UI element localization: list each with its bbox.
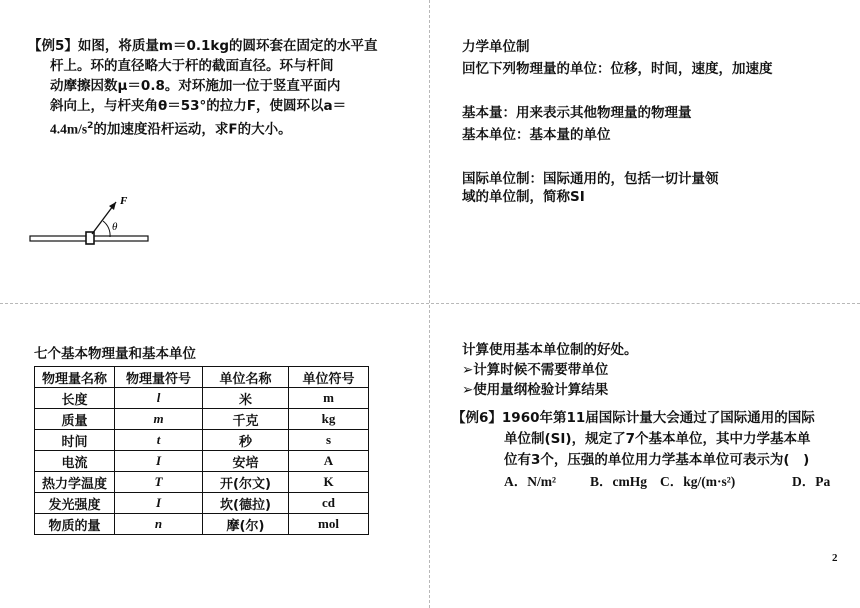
quantity-name: 时间 [35,430,115,451]
quantity-symbol: I [115,493,203,514]
force-label: F [120,195,128,207]
unit-symbol: K [289,472,369,493]
unit-name: 坎(德拉) [203,493,289,514]
header-quantity-name: 物理量名称 [35,367,115,388]
quantity-name: 质量 [35,409,115,430]
ring-rod-figure [28,192,168,262]
mechanics-units-text [462,36,852,208]
base-units-table [34,366,369,535]
quantity-name: 物质的量 [35,514,115,535]
example5-tag: 【例5】 [28,38,78,54]
option-d: D．Pa [792,474,831,489]
example5-line2: 杆上。环的直径略大于杆的截面直径。环与杆间 [50,58,334,74]
example5-text [28,36,414,140]
quantity-name: 热力学温度 [35,472,115,493]
header-unit-symbol: 单位符号 [289,367,369,388]
example5-line5 [28,116,414,140]
option-b: B．cmHg [590,474,647,489]
quantity-symbol: T [115,472,203,493]
si-line2: 域的单位制，简称SI [462,189,585,205]
quantity-symbol: I [115,451,203,472]
table-row [35,451,369,472]
unit-name: 开(尔文) [203,472,289,493]
angle-label: θ [112,221,118,233]
unit-symbol: cd [289,493,369,514]
quantity-symbol: l [115,388,203,409]
benefit-item: ➢使用量纲检验计算结果 [462,382,609,398]
page-number: 2 [832,552,838,564]
example5-line3: 动摩擦因数μ＝0.8。对环施加一位于竖直平面内 [50,78,341,94]
option-c: C．kg/(m·s²) [660,474,736,489]
mechanics-units-title: 力学单位制 [462,39,530,55]
slide-base-units-table [0,304,429,608]
table-row [35,430,369,451]
unit-name: 米 [203,388,289,409]
benefit-item: ➢计算时候不需要带单位 [462,362,609,378]
quantity-name: 长度 [35,388,115,409]
base-unit-line: 基本单位：基本量的单位 [462,127,611,143]
example6-text [452,408,852,492]
example5-line1: 如图，将质量m＝0.1kg的圆环套在固定的水平直 [77,38,378,54]
slide-mechanics-units [430,0,860,303]
table-row [35,472,369,493]
table-title: 七个基本物理量和基本单位 [34,346,196,362]
header-unit-name: 单位名称 [203,367,289,388]
quantity-symbol: n [115,514,203,535]
unit-name: 安培 [203,451,289,472]
si-line1: 国际单位制：国际通用的，包括一切计量领 [462,171,719,187]
angle-arc [103,221,110,237]
quantity-name: 发光强度 [35,493,115,514]
table-row [35,409,369,430]
unit-symbol: kg [289,409,369,430]
unit-symbol: A [289,451,369,472]
unit-symbol: s [289,430,369,451]
example5-line5-rest: 的加速度沿杆运动，求F的大小。 [93,121,292,138]
table-row [35,493,369,514]
unit-symbol: mol [289,514,369,535]
table-header-row [35,367,369,388]
force-arrowhead [109,202,116,210]
example6-line3: 位有3个，压强的单位用力学基本单位可表示为( ) [504,452,810,468]
unit-symbol: m [289,388,369,409]
table-row [35,388,369,409]
acceleration-exponent: 2 [87,121,94,131]
unit-name: 秒 [203,430,289,451]
option-a: A．N/m² [504,474,557,489]
answer-options [452,471,852,492]
benefits-text [462,340,854,400]
example5-line4: 斜向上，与杆夹角θ＝53°的拉力F，使圆环以a＝ [50,98,347,114]
table-row [35,514,369,535]
slide-example6 [430,304,860,608]
slide-example5 [0,0,429,303]
recall-line: 回忆下列物理量的单位：位移，时间，速度，加速度 [462,61,773,77]
base-quantity-line: 基本量：用来表示其他物理量的物理量 [462,105,692,121]
unit-name: 摩(尔) [203,514,289,535]
quantity-symbol: m [115,409,203,430]
example6-line1: 1960年第11届国际计量大会通过了国际通用的国际 [501,410,815,426]
example6-line2: 单位制(SI)，规定了7个基本单位，其中力学基本单 [504,431,811,447]
example6-tag: 【例6】 [452,410,502,426]
quantity-name: 电流 [35,451,115,472]
quantity-symbol: t [115,430,203,451]
unit-name: 千克 [203,409,289,430]
benefits-title: 计算使用基本单位制的好处。 [462,342,638,358]
acceleration-value: 4.4m/s [50,121,88,137]
header-quantity-symbol: 物理量符号 [115,367,203,388]
